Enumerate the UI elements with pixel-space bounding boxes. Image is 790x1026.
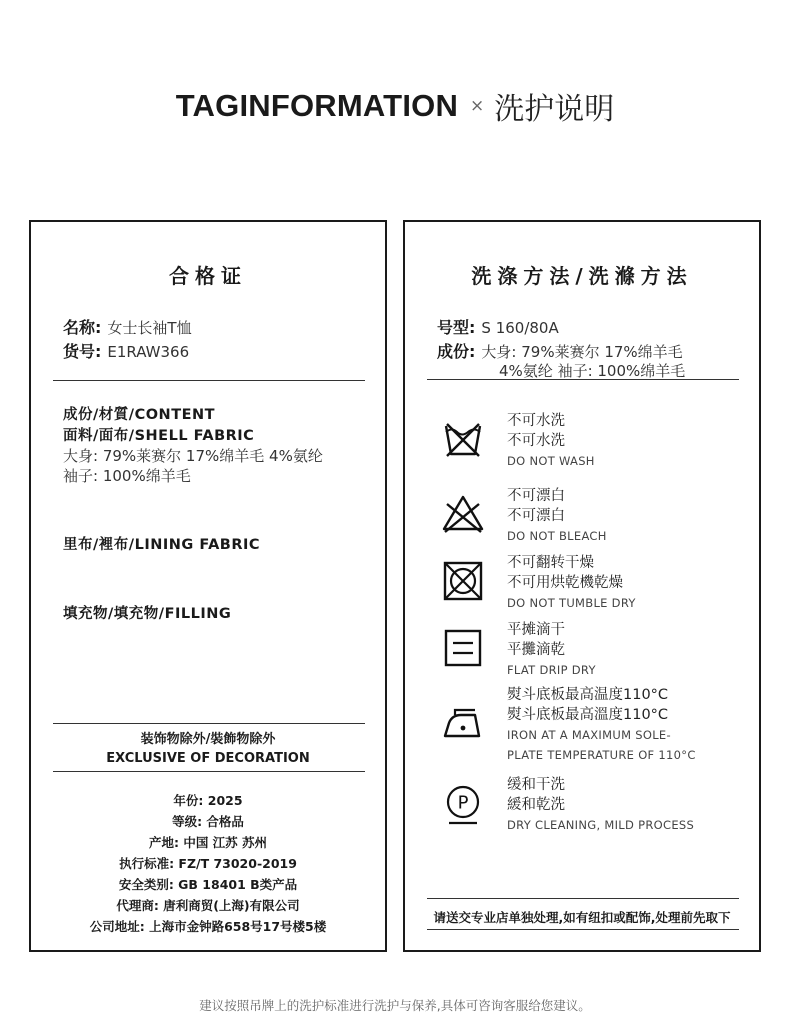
care-item-en: IRON AT A MAXIMUM SOLE- xyxy=(507,728,671,742)
product-code-value: E1RAW366 xyxy=(107,343,190,361)
size-row xyxy=(437,315,559,338)
care-item-en: DO NOT TUMBLE DRY xyxy=(507,596,636,610)
divider xyxy=(53,380,365,381)
care-card xyxy=(403,220,761,952)
certificate-card xyxy=(29,220,387,952)
product-name-value: 女士长袖T恤 xyxy=(107,319,192,337)
product-code-row xyxy=(63,339,189,362)
divider xyxy=(53,723,365,724)
care-item-text xyxy=(507,685,696,765)
care-item-en: DO NOT WASH xyxy=(507,454,595,468)
product-name-label: 名称: xyxy=(63,318,102,337)
decoration-note-zh: 装饰物除外/裝飾物除外 xyxy=(140,732,276,747)
composition-line: 大身: 79%莱赛尔 17%绵羊毛 xyxy=(481,343,683,361)
shell-fabric-line: 大身: 79%莱赛尔 17%绵羊毛 4%氨纶 xyxy=(63,447,323,465)
care-item-zh: 平攤滴乾 xyxy=(507,642,565,658)
header-separator: × xyxy=(470,96,485,116)
shell-fabric-heading: 面料/面布/SHELL FABRIC xyxy=(63,428,255,444)
care-item-zh: 不可翻转干燥 xyxy=(507,555,594,571)
care-item-text xyxy=(507,775,694,835)
lining-fabric-heading: 里布/裡布/LINING FABRIC xyxy=(63,537,261,553)
care-item-zh: 缓和干洗 xyxy=(507,777,565,793)
svg-text:P: P xyxy=(457,792,469,814)
decoration-note-en: EXCLUSIVE OF DECORATION xyxy=(106,751,310,766)
iron-icon xyxy=(441,701,485,745)
shell-fabric-line: 袖子: 100%绵羊毛 xyxy=(63,467,191,485)
care-item-zh: 不可水洗 xyxy=(507,433,565,449)
info-agent: 代理商: 唐利商贸(上海)有限公司 xyxy=(116,898,300,913)
info-year: 年份: 2025 xyxy=(173,793,243,808)
care-item-en: DO NOT BLEACH xyxy=(507,529,607,543)
care-item-text xyxy=(507,553,636,613)
do-not-wash-icon xyxy=(441,418,485,462)
size-label: 号型: xyxy=(437,318,476,337)
care-note: 请送交专业店单独处理,如有纽扣或配饰,处理前先取下 xyxy=(433,910,731,925)
filling-heading: 填充物/填充物/FILLING xyxy=(63,606,232,622)
info-safety-category: 安全类别: GB 18401 B类产品 xyxy=(118,877,298,892)
info-grade: 等级: 合格品 xyxy=(172,814,244,829)
info-address: 公司地址: 上海市金钟路658号17号楼5楼 xyxy=(89,919,327,934)
dry-clean-p-icon xyxy=(441,782,485,826)
care-item-en: PLATE TEMPERATURE OF 110°C xyxy=(507,748,696,762)
info-origin: 产地: 中国 江苏 苏州 xyxy=(148,835,268,850)
content-heading: 成份/材質/CONTENT xyxy=(63,407,216,423)
care-item-zh: 不可用烘乾機乾燥 xyxy=(507,575,623,591)
care-item-zh: 緩和乾洗 xyxy=(507,797,565,813)
header-title-zh: 洗护说明 xyxy=(494,92,615,127)
divider xyxy=(427,379,739,380)
composition-line: 4%氨纶 袖子: 100%绵羊毛 xyxy=(499,362,686,380)
certificate-title: 合格证 xyxy=(169,264,247,288)
page-header xyxy=(0,84,790,128)
care-item-text xyxy=(507,620,596,680)
care-item-zh: 不可漂白 xyxy=(507,508,565,524)
care-item-zh: 不可漂白 xyxy=(507,488,565,504)
care-item-en: FLAT DRIP DRY xyxy=(507,663,596,677)
do-not-bleach-icon xyxy=(441,492,485,536)
do-not-tumble-dry-icon xyxy=(441,559,485,603)
info-standard: 执行标准: FZ/T 73020-2019 xyxy=(119,856,297,871)
composition-row xyxy=(499,360,685,381)
care-item-text xyxy=(507,486,607,546)
divider xyxy=(427,929,739,930)
care-item-zh: 不可水洗 xyxy=(507,413,565,429)
product-info-block xyxy=(31,790,385,937)
header-title-en: TAGINFORMATION xyxy=(175,88,459,123)
care-item-zh: 平摊滴干 xyxy=(507,622,565,638)
footer-note: 建议按照吊牌上的洗护标准进行洗护与保养,具体可咨询客服给您建议。 xyxy=(199,998,591,1013)
composition-row xyxy=(437,339,683,362)
care-item-en: DRY CLEANING, MILD PROCESS xyxy=(507,818,695,832)
care-item-zh: 熨斗底板最高溫度110°C xyxy=(507,707,669,723)
product-code-label: 货号: xyxy=(63,342,102,361)
composition-label: 成份: xyxy=(437,342,476,361)
size-value: S 160/80A xyxy=(481,319,559,337)
divider xyxy=(427,898,739,899)
care-title: 洗涤方法/洗滌方法 xyxy=(471,264,693,288)
product-name-row xyxy=(63,315,192,338)
care-item-text xyxy=(507,411,595,471)
divider xyxy=(53,771,365,772)
care-item-zh: 熨斗底板最高温度110°C xyxy=(507,687,669,703)
flat-drip-dry-icon xyxy=(441,626,485,670)
